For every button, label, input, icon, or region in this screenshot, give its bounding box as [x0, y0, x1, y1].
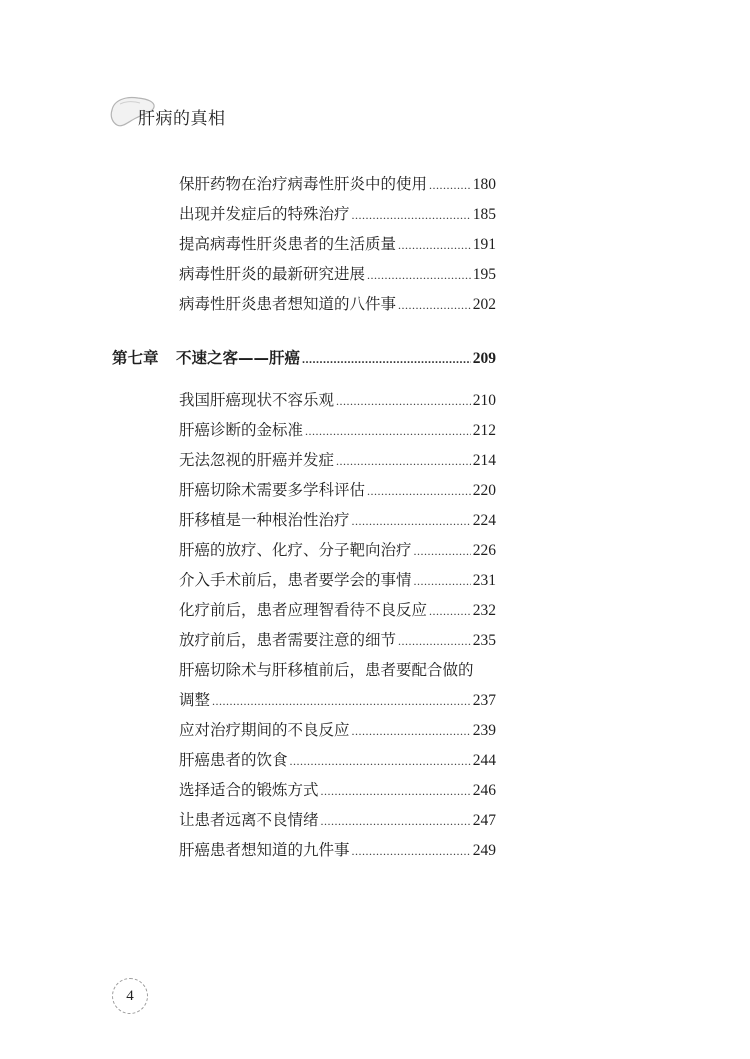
toc-entry-title-line1[interactable]: 肝癌切除术与肝移植前后，患者要配合做的 [179, 661, 474, 679]
chapter-label [112, 348, 300, 368]
dot-leader [352, 205, 471, 225]
toc-page-number: 185 [472, 206, 496, 223]
toc-entry[interactable] [179, 294, 496, 315]
toc-page-number: 232 [472, 602, 496, 619]
toc-page-number: 220 [472, 482, 496, 499]
toc-page-number: 235 [472, 632, 496, 649]
toc-entry[interactable] [179, 720, 496, 741]
chapter-number: 第七章 [112, 349, 159, 367]
toc-entry-title: 病毒性肝炎患者想知道的八件事 [179, 295, 397, 313]
toc-entry-title: 肝癌患者的饮食 [179, 751, 288, 769]
toc-entry-title: 出现并发症后的特殊治疗 [179, 205, 350, 223]
toc-entry-title: 肝癌切除术需要多学科评估 [179, 481, 366, 499]
toc-entry-title: 介入手术前后，患者要学会的事情 [179, 571, 412, 589]
dot-leader [398, 295, 471, 315]
toc-entry[interactable] [179, 420, 496, 441]
toc-page-number: 249 [472, 842, 496, 859]
dot-leader [305, 421, 471, 441]
toc-entry-title: 肝癌患者想知道的九件事 [179, 841, 350, 859]
toc-page-number: 239 [472, 722, 496, 739]
dot-leader [336, 391, 471, 411]
toc-page-number: 224 [472, 512, 496, 529]
toc-entry-title: 放疗前后，患者需要注意的细节 [179, 631, 397, 649]
toc-entry-title: 提高病毒性肝炎患者的生活质量 [179, 235, 397, 253]
toc-page-number: 209 [472, 350, 496, 367]
dot-leader [302, 349, 471, 369]
dot-leader [321, 811, 471, 831]
toc-entry-title: 无法忽视的肝癌并发症 [179, 451, 335, 469]
toc-entry-title: 肝移植是一种根治性治疗 [179, 511, 350, 529]
dot-leader [429, 601, 471, 621]
dot-leader [352, 511, 471, 531]
toc-entry[interactable] [179, 750, 496, 771]
dot-leader [414, 571, 471, 591]
dot-leader [336, 451, 471, 471]
dot-leader [212, 691, 471, 711]
toc-page-number: 226 [472, 542, 496, 559]
toc-entry[interactable] [179, 570, 496, 591]
toc-page-number: 202 [472, 296, 496, 313]
chapter-entry[interactable] [112, 348, 496, 369]
dot-leader [367, 265, 471, 285]
dot-leader [398, 631, 471, 651]
toc-entry-title: 化疗前后，患者应理智看待不良反应 [179, 601, 428, 619]
toc-entry-title: 让患者远离不良情绪 [179, 811, 319, 829]
toc-page-number: 247 [472, 812, 496, 829]
toc-page-number: 212 [472, 422, 496, 439]
toc-entry[interactable] [179, 780, 496, 801]
dot-leader [429, 175, 471, 195]
toc-entry[interactable] [179, 810, 496, 831]
toc-page-number: 244 [472, 752, 496, 769]
toc-entry[interactable] [179, 234, 496, 255]
toc-entry[interactable] [179, 174, 496, 195]
running-header [108, 92, 248, 142]
toc-entry[interactable] [179, 480, 496, 501]
toc-entry[interactable] [179, 204, 496, 225]
toc-entry[interactable] [179, 600, 496, 621]
toc-entry-title: 病毒性肝炎的最新研究进展 [179, 265, 366, 283]
toc-entry[interactable] [179, 390, 496, 411]
dot-leader [414, 541, 471, 561]
toc-entry-title: 选择适合的锻炼方式 [179, 781, 319, 799]
dot-leader [352, 841, 471, 861]
toc-page-number: 195 [472, 266, 496, 283]
dot-leader [398, 235, 471, 255]
toc-entry[interactable] [179, 510, 496, 531]
toc-page-number: 210 [472, 392, 496, 409]
toc-entry-title: 保肝药物在治疗病毒性肝炎中的使用 [179, 175, 428, 193]
toc-page-number: 214 [472, 452, 496, 469]
toc-entry-title: 应对治疗期间的不良反应 [179, 721, 350, 739]
toc-entry-title-line2: 调整 [179, 691, 211, 709]
toc-entry-title: 肝癌的放疗、化疗、分子靶向治疗 [179, 541, 412, 559]
toc-entry-title: 我国肝癌现状不容乐观 [179, 391, 335, 409]
toc-entry-title: 肝癌诊断的金标准 [179, 421, 304, 439]
dot-leader [367, 481, 471, 501]
dot-leader [290, 751, 471, 771]
dot-leader [321, 781, 471, 801]
toc-page-number: 246 [472, 782, 496, 799]
toc-page-number: 180 [472, 176, 496, 193]
dot-leader [352, 721, 471, 741]
toc-entry[interactable] [179, 264, 496, 285]
toc-entry[interactable] [179, 540, 496, 561]
toc-page-number: 231 [472, 572, 496, 589]
toc-entry[interactable] [179, 630, 496, 651]
toc-page-number: 237 [472, 692, 496, 709]
toc-entry[interactable] [179, 840, 496, 861]
chapter-title: 不速之客——肝癌 [176, 349, 301, 367]
toc-page-number: 191 [472, 236, 496, 253]
header-title: 肝病的真相 [138, 109, 226, 129]
toc-entry[interactable] [179, 690, 496, 711]
toc-entry[interactable] [179, 450, 496, 471]
page-number-badge: 4 [112, 978, 148, 1014]
